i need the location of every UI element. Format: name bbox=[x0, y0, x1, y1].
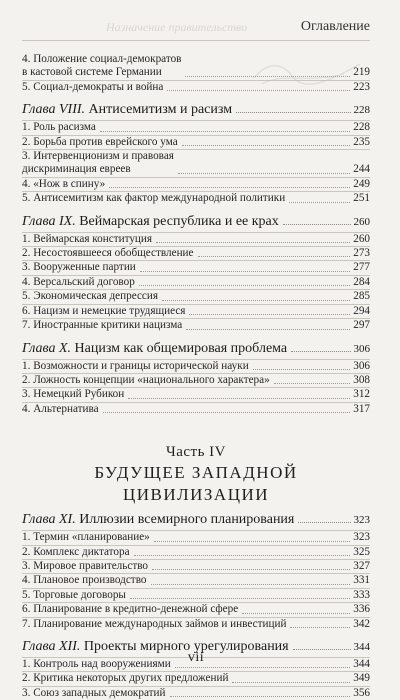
toc-chapter bbox=[22, 53, 370, 94]
dot-leader bbox=[298, 522, 350, 523]
dot-leader bbox=[236, 112, 350, 113]
entry-page: 235 bbox=[353, 135, 370, 148]
entry-page: 244 bbox=[353, 163, 370, 176]
entry-title: 5. Антисемитизм как фактор международной политики bbox=[22, 192, 286, 205]
entry-page: 331 bbox=[353, 574, 370, 587]
entry-page: 294 bbox=[353, 304, 370, 317]
entry-page: 306 bbox=[353, 359, 370, 372]
entry-page: 277 bbox=[353, 261, 370, 274]
dot-leader bbox=[253, 369, 351, 370]
toc-entry bbox=[22, 374, 370, 387]
show-through-text: Назначение правительство bbox=[106, 20, 248, 34]
toc-entry bbox=[22, 589, 370, 602]
entry-title: 3. Вооруженные партии bbox=[22, 261, 136, 274]
chapter-page: 344 bbox=[353, 640, 370, 653]
chapter-title: Веймарская республика и ее крах bbox=[79, 213, 279, 229]
entry-title: 2. Комплекс диктатора bbox=[22, 545, 130, 558]
dot-leader bbox=[186, 329, 350, 330]
toc-entry bbox=[22, 603, 370, 616]
entry-title: 5. Торговые договоры bbox=[22, 588, 126, 601]
toc-chapter bbox=[22, 212, 370, 333]
table-of-contents bbox=[22, 53, 370, 700]
chapter-title: Проекты мирного урегулирования bbox=[83, 638, 289, 654]
entry-title: 5. Экономическая депрессия bbox=[22, 290, 159, 303]
chapter-label bbox=[22, 510, 294, 529]
entry-title-line: 3. Интервенционизм и правовая bbox=[22, 150, 174, 163]
entry-title: 2. Критика некоторых других предложений bbox=[22, 672, 229, 685]
dot-leader bbox=[198, 256, 351, 257]
entry-page: 336 bbox=[353, 603, 370, 616]
toc-entry bbox=[22, 150, 370, 177]
entry-page: 333 bbox=[353, 588, 370, 601]
dot-leader bbox=[274, 383, 351, 384]
chapter-page: 260 bbox=[353, 215, 370, 228]
entry-page: 312 bbox=[353, 388, 370, 401]
chapter-heading bbox=[22, 510, 370, 530]
toc-entry bbox=[22, 360, 370, 373]
dot-leader bbox=[139, 285, 350, 286]
toc-entry bbox=[22, 672, 370, 685]
chapter-title: Антисемитизм и расизм bbox=[88, 102, 233, 118]
entry-title: 4. «Нож в спину» bbox=[22, 177, 106, 190]
dot-leader bbox=[291, 351, 350, 352]
entry-page: 284 bbox=[353, 275, 370, 288]
toc-entry bbox=[22, 276, 370, 289]
entry-page: 327 bbox=[353, 559, 370, 572]
dot-leader bbox=[109, 187, 350, 188]
entry-title: 6. Нацизм и немецкие трудящиеся bbox=[22, 304, 186, 317]
dot-leader bbox=[140, 271, 350, 272]
entry-title bbox=[22, 53, 181, 80]
entry-page: 285 bbox=[353, 290, 370, 303]
entry-title: 1. Роль расизма bbox=[22, 121, 96, 134]
entry-page: 349 bbox=[353, 672, 370, 685]
chapter-title: Нацизм как общемировая проблема bbox=[74, 340, 288, 356]
entry-title: 2. Несостоявшееся обобществление bbox=[22, 247, 194, 260]
entry-title: 1. Контроль над вооружениями bbox=[22, 657, 171, 670]
toc-entry bbox=[22, 388, 370, 401]
entry-title: 1. Возможности и границы исторической науки bbox=[22, 359, 249, 372]
entry-title: 1. Термин «планирование» bbox=[22, 531, 150, 544]
entry-page: 308 bbox=[353, 373, 370, 386]
toc-entry bbox=[22, 81, 370, 94]
entry-page: 223 bbox=[353, 80, 370, 93]
entry-title: 7. Иностранные критики нацизма bbox=[22, 319, 183, 332]
toc-entry bbox=[22, 531, 370, 544]
entry-page: 344 bbox=[353, 657, 370, 670]
dot-leader bbox=[134, 555, 351, 556]
dot-leader bbox=[175, 667, 351, 668]
toc-entry bbox=[22, 687, 370, 700]
toc-entry bbox=[22, 261, 370, 274]
dot-leader bbox=[154, 541, 350, 542]
dot-leader bbox=[289, 202, 350, 203]
entry-page: 228 bbox=[353, 121, 370, 134]
dot-leader bbox=[152, 569, 350, 570]
entry-page: 273 bbox=[353, 247, 370, 260]
header-rule bbox=[22, 40, 370, 41]
chapter-page: 306 bbox=[353, 342, 370, 355]
chapter-heading bbox=[22, 339, 370, 359]
page-number: vii bbox=[187, 650, 205, 665]
entry-title: 6. Планирование в кредитно-денежной сфере bbox=[22, 603, 239, 616]
dot-leader bbox=[182, 145, 351, 146]
toc-entry bbox=[22, 574, 370, 587]
entry-title: 5. Социал-демократы и война bbox=[22, 80, 164, 93]
dot-leader bbox=[128, 398, 350, 399]
entry-page: 260 bbox=[353, 232, 370, 245]
dot-leader bbox=[189, 314, 350, 315]
chapter-heading bbox=[22, 100, 370, 120]
chapter-number: Глава X. bbox=[22, 340, 72, 356]
toc-entry bbox=[22, 546, 370, 559]
dot-leader bbox=[170, 696, 351, 697]
toc-entry bbox=[22, 305, 370, 318]
dot-leader bbox=[156, 242, 350, 243]
dot-leader bbox=[130, 598, 350, 599]
chapter-heading bbox=[22, 212, 370, 232]
entry-page: 249 bbox=[353, 177, 370, 190]
toc-entry bbox=[22, 618, 370, 631]
toc-entry bbox=[22, 121, 370, 134]
entry-title: 4. Версальский договор bbox=[22, 275, 135, 288]
toc-chapter bbox=[22, 339, 370, 417]
dot-leader bbox=[185, 76, 350, 77]
toc-entry bbox=[22, 178, 370, 191]
chapter-page: 323 bbox=[353, 514, 370, 527]
chapter-label bbox=[22, 212, 279, 231]
entry-title: 3. Союз западных демократий bbox=[22, 686, 166, 699]
dot-leader bbox=[178, 173, 350, 174]
entry-page: 325 bbox=[353, 545, 370, 558]
chapter-label bbox=[22, 339, 287, 358]
header-title: Оглавление bbox=[300, 19, 370, 34]
entry-title-line: в кастовой системе Германии bbox=[22, 66, 162, 79]
chapter-title: Иллюзии всемирного планирования bbox=[79, 512, 295, 528]
entry-title: 7. Планирование международных займов и инвестиций bbox=[22, 617, 287, 630]
dot-leader bbox=[242, 613, 350, 614]
entry-page: 342 bbox=[353, 617, 370, 630]
chapter-page: 228 bbox=[353, 104, 370, 117]
entry-title: 1. Веймарская конституция bbox=[22, 232, 153, 245]
dot-leader bbox=[290, 627, 350, 628]
chapter-number: Глава IX. bbox=[22, 213, 76, 229]
toc-chapter bbox=[22, 510, 370, 631]
part-heading bbox=[22, 442, 370, 506]
chapter-number: Глава VIII. bbox=[22, 102, 86, 118]
toc-entry bbox=[22, 560, 370, 573]
part-label: Часть IV bbox=[165, 444, 227, 461]
toc-entry bbox=[22, 53, 370, 80]
entry-title-line: дискриминация евреев bbox=[22, 163, 131, 176]
running-header bbox=[22, 15, 370, 35]
entry-page: 356 bbox=[353, 686, 370, 699]
book-page bbox=[22, 0, 370, 699]
toc-entry bbox=[22, 290, 370, 303]
toc-entry bbox=[22, 247, 370, 260]
chapter-number: Глава XI. bbox=[22, 512, 76, 528]
entry-title-line: 4. Положение социал-демократов bbox=[22, 53, 182, 65]
dot-leader bbox=[283, 224, 351, 225]
dot-leader bbox=[151, 584, 351, 585]
chapter-label bbox=[22, 100, 232, 119]
toc-chapter bbox=[22, 637, 370, 700]
entry-title bbox=[22, 150, 174, 177]
entry-title: 3. Мировое правительство bbox=[22, 559, 149, 572]
dot-leader bbox=[167, 90, 350, 91]
entry-page: 219 bbox=[353, 66, 370, 79]
entry-title: 2. Борьба против еврейского ума bbox=[22, 135, 178, 148]
entry-page: 317 bbox=[353, 402, 370, 415]
entry-page: 323 bbox=[353, 531, 370, 544]
dot-leader bbox=[100, 131, 350, 132]
dot-leader bbox=[103, 412, 351, 413]
entry-title: 3. Немецкий Рубикон bbox=[22, 388, 125, 401]
toc-entry bbox=[22, 403, 370, 416]
toc-entry bbox=[22, 192, 370, 205]
entry-title: 4. Плановое производство bbox=[22, 574, 147, 587]
chapter-number: Глава XII. bbox=[22, 638, 81, 654]
toc-entry bbox=[22, 319, 370, 332]
toc-chapter bbox=[22, 100, 370, 205]
entry-page: 297 bbox=[353, 319, 370, 332]
toc-entry bbox=[22, 233, 370, 246]
dot-leader bbox=[232, 682, 350, 683]
entry-page: 251 bbox=[353, 192, 370, 205]
dot-leader bbox=[162, 300, 350, 301]
part-title: БУДУЩЕЕ ЗАПАДНОЙ ЦИВИЛИЗАЦИИ bbox=[94, 463, 298, 505]
entry-title: 2. Ложность концепции «национального характера» bbox=[22, 373, 270, 386]
toc-entry bbox=[22, 136, 370, 149]
entry-title: 4. Альтернатива bbox=[22, 402, 99, 415]
